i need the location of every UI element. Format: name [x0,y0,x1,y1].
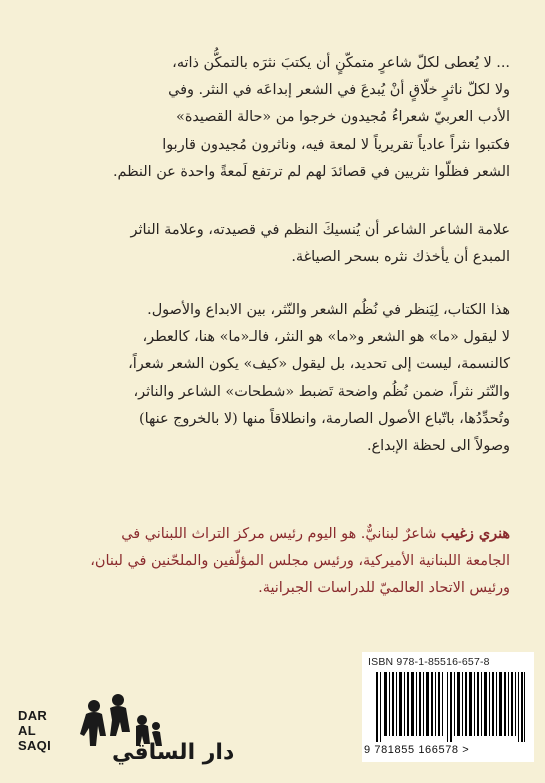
text-line: وصولاً الى لحظة الإبداع. [366,438,510,455]
barcode-digits: 9 781855 166578 > [364,744,470,756]
text-line: ... لا يُعطى لكلّ شاعرٍ متمكّنٍ أن يكتبَ نثرَه بالتمكُّن ذاته، [172,55,510,71]
text-line: الشعر فظلّوا نثريين في قصائدَ لهم لم ترتفع لَمعةً واحدة عن النظم. [112,163,510,180]
text-line: هذا الكتاب، لِيَنظر في نُظُم الشعر والنّثر، بين الابداع والأصول. [147,302,510,318]
text-line: الجامعة اللبنانية الأميركية، ورئيس مجلس المؤلّفين والملحّنين في لبنان، [90,553,510,570]
isbn-label: ISBN 978-1-85516-657-8 [368,656,490,668]
blurb-paragraph-3 [44,297,510,460]
text-line: لا ليقول «ما» هو الشعر و«ما» هو النثر، فالـ«ما» هنا، كالعطر، [142,329,510,346]
text-line: والنّثر نثراً، ضمن نُظُم واضحة تَضبط «شطحات» الشاعر والناثر، [133,383,510,400]
text-line: ورئيس الاتحاد العالميّ للدراسات الجبرانية. [258,580,510,597]
barcode-icon [376,672,526,742]
text-line [44,520,510,548]
text-line: فكتبوا نثراً عادياً تقريرياً لا لمعة فيه، وناثرون مُجيدون قاربوا [162,136,510,153]
text-line: وتُحدِّدُها، باتّباع الأصول الصارمة، وانطلاقاً منها (لا بالخروج عنها) [138,410,510,427]
text-line: كالنسمة، ليست إلى تحديد، بل ليقول «كيف» يكون الشعر شعراً، [128,356,510,373]
blurb-paragraph-1 [44,50,510,186]
publisher-latin-name: DAR AL SAQI [18,708,51,753]
author-bio [44,520,510,603]
blurb-paragraph-2 [44,217,510,271]
text-line: الأدب العربيّ شعراءُ مُجيدون خرجوا من «حالة القصيدة» [176,109,510,126]
text-line: علامة الشاعر الشاعر أن يُنسيكَ النظم في قصيدته، وعلامة الناثر [130,222,510,238]
text-line: المبدع أن يأخذك نثره بسحر الصياغة. [291,249,510,266]
publisher-arabic-name: دار الساقي [112,740,235,765]
text-line: ولا لكلّ ناثرٍ خلّاقٍ أنْ يُبدعَ في الشعر إبداعَه في النثر. وفي [168,82,510,99]
bio-line-text: شاعرٌ لبنانيٌّ. هو اليوم رئيس مركز التراث اللبناني في [121,526,437,542]
author-name: هنري زغيب [440,525,510,542]
isbn-barcode-block [362,652,534,762]
